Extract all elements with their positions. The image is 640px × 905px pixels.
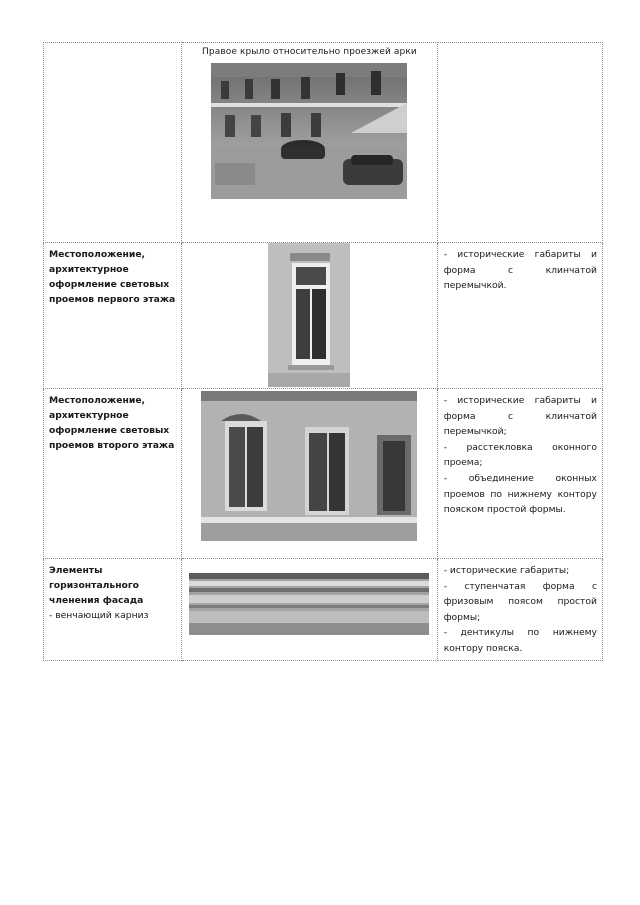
note-line: - исторические габариты и форма с клинчатой перемычкой; (443, 395, 597, 438)
notes-cell (437, 243, 602, 389)
table-row (44, 43, 603, 243)
element-label-cell (44, 389, 182, 559)
element-label-cell (44, 43, 182, 243)
second-floor-windows-photo (201, 391, 417, 541)
table-row (44, 389, 603, 559)
table-row (44, 559, 603, 661)
first-floor-window-photo (268, 243, 350, 387)
building-courtyard-photo (211, 63, 407, 199)
photo-caption: Правое крыло относительно проезжей арки (202, 47, 417, 57)
element-label: Элементы горизонтального членения фасада (49, 565, 144, 606)
element-label-cell (44, 559, 182, 661)
note-line: - дентикулы по нижнему контору пояска. (443, 627, 597, 654)
facade-elements-table (43, 42, 603, 661)
photo-cell (182, 43, 437, 243)
note-line: - расстекловка оконного проема; (443, 441, 597, 469)
photo-cell (182, 389, 437, 559)
photo-cell (182, 243, 437, 389)
note-line: - исторические габариты; (443, 565, 570, 576)
notes-cell (437, 389, 602, 559)
note-line: - исторические габариты и форма с клинчатой перемычкой. (443, 249, 597, 292)
element-label-cell (44, 243, 182, 389)
table-row (44, 243, 603, 389)
note-line: - объединение оконных проемов по нижнему контору пояском простой формы. (443, 472, 597, 516)
notes-cell (437, 43, 602, 243)
note-line: - ступенчатая форма с фризовым поясом простой формы; (443, 580, 597, 623)
cornice-photo (189, 573, 429, 635)
element-label: Местоположение, архитектурное оформление световых проемов второго этажа (49, 395, 175, 451)
element-sublabel: - венчающий карниз (49, 610, 149, 621)
photo-cell (182, 559, 437, 661)
element-label: Местоположение, архитектурное оформление световых проемов первого этажа (49, 249, 176, 305)
notes-cell (437, 559, 602, 661)
